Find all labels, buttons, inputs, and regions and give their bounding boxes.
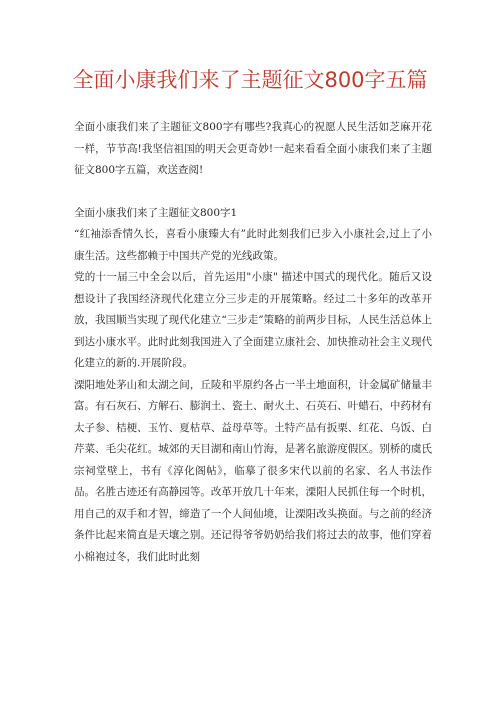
body-paragraph: 溧阳地处茅山和太湖之间，丘陵和平原约各占一半土地面积，计金属矿储量丰富。有石灰石、方解石、膨润土、瓷土、耐火土、石英石、叶蜡石，中药材有太子参、桔梗、玉竹、夏枯草、益母草等。土特产品有扳栗、红花、乌饭、白芹菜、毛尖花红。城郊的天目湖和南山竹海，是著名旅游度假区。别桥的虞氏宗祠堂壁上，书有《淳化阁帖》，临摹了很多宋代以前的名家、名人书法作品。名胜古迹还有高静园等。改革开放几十年来，溧阳人民抓住每一个时机，用自己的双手和才智，缔造了一个人间仙境，让溧阳改头换面。与之前的经济条件比起来简直是天壤之别。还记得爷爷奶奶给我们将过去的故事，他们穿着小棉袍过冬，我们此时此刻 [74,378,432,563]
body-paragraph: “红袖添香情久长，喜看小康臻大有”此时此刻我们已步入小康社会,过上了小康生活。这些都赖于中国共产党的光线政策。 [74,228,432,262]
section-heading: 全面小康我们来了主题征文800字1 [74,206,238,219]
document-body [74,117,432,568]
intro-paragraph: 全面小康我们来了主题征文800字有哪些?我真心的祝愿人民生活如芝麻开花一样，节节高!我坚信祖国的明天会更奇妙!一起来看看全面小康我们来了主题征文800字五篇，欢送查阅! [74,121,432,176]
paragraph-gap [74,182,432,203]
body-paragraph: 党的十一届三中全会以后，首先运用"小康" 描述中国式的现代化。随后又设想设计了我国经济现代化建立分三步走的开展策略。经过二十多年的改革开放，我国顺当实现了现代化建立“三步走”策略的前两步目标，人民生活总体上到达小康水平。此时此刻我国进入了全面建立康社会、加快推动社会主义现代化建立的新的.开展阶段。 [74,271,432,369]
document-title: 全面小康我们来了主题征文800字五篇 [72,68,428,92]
